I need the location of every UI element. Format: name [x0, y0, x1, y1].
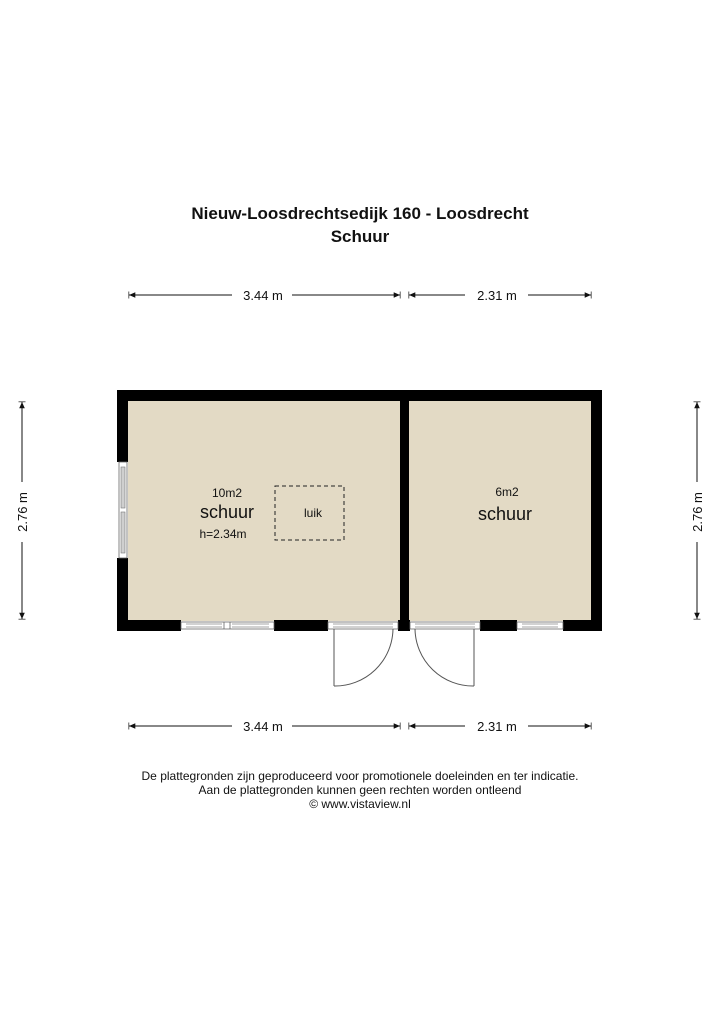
disclaimer-line-2: Aan de plattegronden kunnen geen rechten worden ontleend: [198, 783, 522, 797]
hatch-label: luik: [303, 506, 323, 520]
dimension-label: 2.31 m: [477, 288, 517, 303]
window-left: [119, 462, 127, 558]
room-height: h=2.34m: [199, 527, 247, 541]
room-name: schuur: [477, 504, 533, 524]
dimension-bottom-left: [129, 719, 400, 734]
door-room-1: [328, 622, 398, 686]
page-title: Nieuw-Loosdrechtsedijk 160 - Loosdrecht: [191, 204, 529, 223]
window-bottom-1: [181, 622, 274, 629]
window-bottom-2: [517, 622, 563, 629]
dimension-label: 3.44 m: [243, 288, 283, 303]
room-area: 6m2: [495, 485, 519, 499]
room-area: 10m2: [211, 486, 243, 500]
dimension-top-right: [409, 288, 591, 303]
dimension-label: 2.31 m: [477, 719, 517, 734]
copyright-link[interactable]: © www.vistaview.nl: [309, 797, 411, 811]
dimension-label: 2.76 m: [15, 492, 30, 532]
floor-room-1: [128, 401, 401, 621]
dimension-label: 2.76 m: [690, 492, 705, 532]
page-subtitle: Schuur: [330, 227, 390, 246]
disclaimer-line-1: De plattegronden zijn geproduceerd voor promotionele doeleinden en ter indicatie.: [141, 769, 579, 783]
dimension-right: [690, 402, 705, 619]
door-room-2: [410, 622, 480, 686]
room-name: schuur: [199, 502, 255, 522]
dimension-label: 3.44 m: [243, 719, 283, 734]
dimension-bottom-right: [409, 719, 591, 734]
dimension-left: [15, 402, 30, 619]
dimension-top-left: [129, 288, 400, 303]
